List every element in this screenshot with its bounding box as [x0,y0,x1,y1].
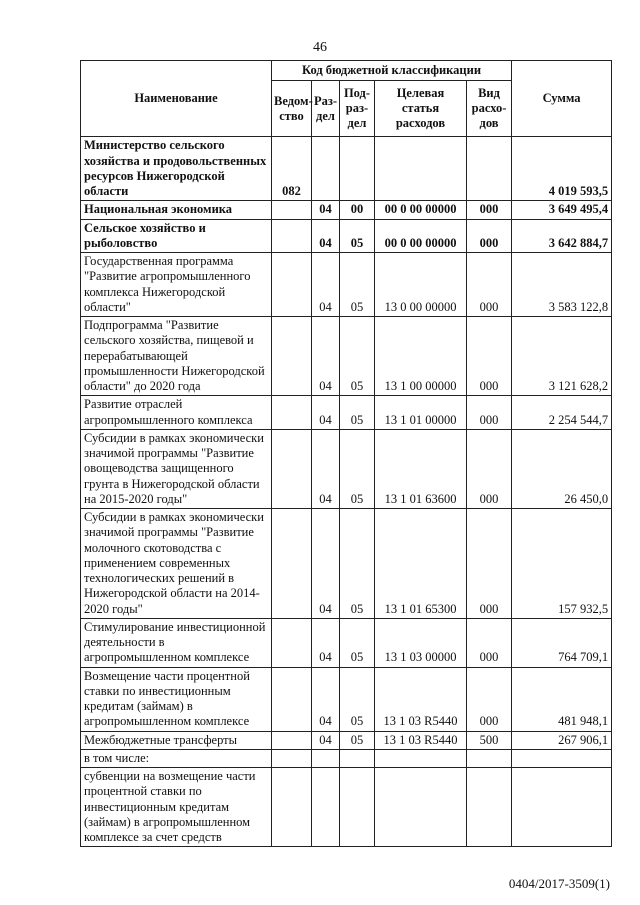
cell-sum: 3 583 122,8 [512,253,612,317]
cell-vid [467,749,512,767]
cell-vid: 000 [467,618,512,667]
cell-podrazdel: 05 [340,253,375,317]
cell-podrazdel [340,768,375,847]
cell-vid: 000 [467,317,512,396]
cell-razdel: 04 [312,201,340,219]
header-vedomstvo: Ведом-ство [272,81,312,137]
cell-razdel: 04 [312,253,340,317]
header-target: Целевая статья расходов [375,81,467,137]
cell-name: Развитие отраслей агропромышленного комплекса [81,396,272,430]
cell-razdel [312,749,340,767]
cell-razdel: 04 [312,219,340,253]
table-row [81,749,612,767]
cell-sum: 3 121 628,2 [512,317,612,396]
cell-name: Национальная экономика [81,201,272,219]
cell-target [375,768,467,847]
cell-podrazdel: 05 [340,667,375,731]
cell-sum [512,768,612,847]
cell-podrazdel: 05 [340,317,375,396]
cell-vedomstvo [272,396,312,430]
page-number: 46 [313,40,327,55]
cell-name: Подпрограмма "Развитие сельского хозяйства, пищевой и перерабатывающей промышленности Нижегородской области" до 2020 года [81,317,272,396]
header-vid: Вид расхо-дов [467,81,512,137]
header-name: Наименование [81,61,272,137]
table-row [81,618,612,667]
cell-sum: 764 709,1 [512,618,612,667]
cell-sum: 2 254 544,7 [512,396,612,430]
cell-name: Субсидии в рамках экономически значимой программы "Развитие молочного скотоводства с применением современных технологических решений в Нижегородской области на 2014-2020 годы" [81,509,272,619]
table-row [81,253,612,317]
cell-sum: 3 642 884,7 [512,219,612,253]
cell-sum: 26 450,0 [512,429,612,508]
cell-razdel: 04 [312,396,340,430]
document-code: 0404/2017-3509(1) [508,876,610,891]
cell-podrazdel: 05 [340,396,375,430]
cell-name: Возмещение части процентной ставки по инвестиционным кредитам (займам) в агропромышленном комплексе [81,667,272,731]
table-row [81,768,612,847]
table-row [81,219,612,253]
cell-vedomstvo [272,618,312,667]
cell-podrazdel: 05 [340,731,375,749]
cell-razdel [312,768,340,847]
cell-name: Государственная программа "Развитие агропромышленного комплекса Нижегородской области" [81,253,272,317]
cell-vid: 000 [467,396,512,430]
table-row [81,137,612,201]
cell-vid: 000 [467,201,512,219]
header-row-1 [81,61,612,81]
cell-sum: 3 649 495,4 [512,201,612,219]
cell-vedomstvo [272,317,312,396]
cell-razdel: 04 [312,509,340,619]
cell-razdel: 04 [312,317,340,396]
cell-name: Межбюджетные трансферты [81,731,272,749]
cell-podrazdel: 05 [340,618,375,667]
cell-vedomstvo [272,201,312,219]
cell-razdel: 04 [312,429,340,508]
cell-vid: 000 [467,253,512,317]
cell-name: субвенции на возмещение части процентной ставки по инвестиционным кредитам (займам) в агропромышленном комплексе за счет средств [81,768,272,847]
cell-podrazdel: 05 [340,509,375,619]
cell-name: Стимулирование инвестиционной деятельности в агропромышленном комплексе [81,618,272,667]
cell-vedomstvo [272,768,312,847]
cell-target [375,749,467,767]
cell-razdel: 04 [312,667,340,731]
cell-target: 00 0 00 00000 [375,201,467,219]
cell-podrazdel [340,749,375,767]
cell-target: 13 1 01 63600 [375,429,467,508]
cell-vedomstvo [272,667,312,731]
cell-vid: 000 [467,509,512,619]
cell-razdel: 04 [312,618,340,667]
cell-razdel [312,137,340,201]
table-row [81,731,612,749]
header-razdel: Раз-дел [312,81,340,137]
table-row [81,429,612,508]
cell-podrazdel [340,137,375,201]
budget-table [80,60,612,847]
cell-target: 13 1 01 65300 [375,509,467,619]
cell-target: 13 1 00 00000 [375,317,467,396]
cell-vid: 500 [467,731,512,749]
cell-target: 13 1 03 R5440 [375,731,467,749]
cell-podrazdel: 05 [340,429,375,508]
cell-vedomstvo [272,749,312,767]
cell-vid: 000 [467,429,512,508]
cell-sum: 267 906,1 [512,731,612,749]
cell-vedomstvo [272,429,312,508]
cell-target: 13 1 03 00000 [375,618,467,667]
header-code-group: Код бюджетной классификации [272,61,512,81]
cell-target: 13 1 01 00000 [375,396,467,430]
table-body [81,137,612,847]
cell-vid [467,768,512,847]
cell-vedomstvo: 082 [272,137,312,201]
table-row [81,201,612,219]
cell-target: 00 0 00 00000 [375,219,467,253]
cell-vid [467,137,512,201]
cell-target [375,137,467,201]
cell-vedomstvo [272,253,312,317]
cell-razdel: 04 [312,731,340,749]
header-sum: Сумма [512,61,612,137]
cell-vid: 000 [467,219,512,253]
table-row [81,317,612,396]
header-podrazdel: Под-раз-дел [340,81,375,137]
cell-sum: 481 948,1 [512,667,612,731]
cell-name: Сельское хозяйство и рыболовство [81,219,272,253]
cell-name: в том числе: [81,749,272,767]
cell-sum: 157 932,5 [512,509,612,619]
table-row [81,509,612,619]
cell-sum: 4 019 593,5 [512,137,612,201]
cell-target: 13 1 03 R5440 [375,667,467,731]
cell-vedomstvo [272,731,312,749]
cell-vedomstvo [272,219,312,253]
cell-vid: 000 [467,667,512,731]
cell-podrazdel: 05 [340,219,375,253]
cell-name: Субсидии в рамках экономически значимой программы "Развитие овощеводства защищенного грунта в Нижегородской области на 2015-2020 годы" [81,429,272,508]
table-row [81,667,612,731]
cell-sum [512,749,612,767]
cell-podrazdel: 00 [340,201,375,219]
table-row [81,396,612,430]
cell-target: 13 0 00 00000 [375,253,467,317]
cell-name: Министерство сельского хозяйства и продовольственных ресурсов Нижегородской области [81,137,272,201]
cell-vedomstvo [272,509,312,619]
